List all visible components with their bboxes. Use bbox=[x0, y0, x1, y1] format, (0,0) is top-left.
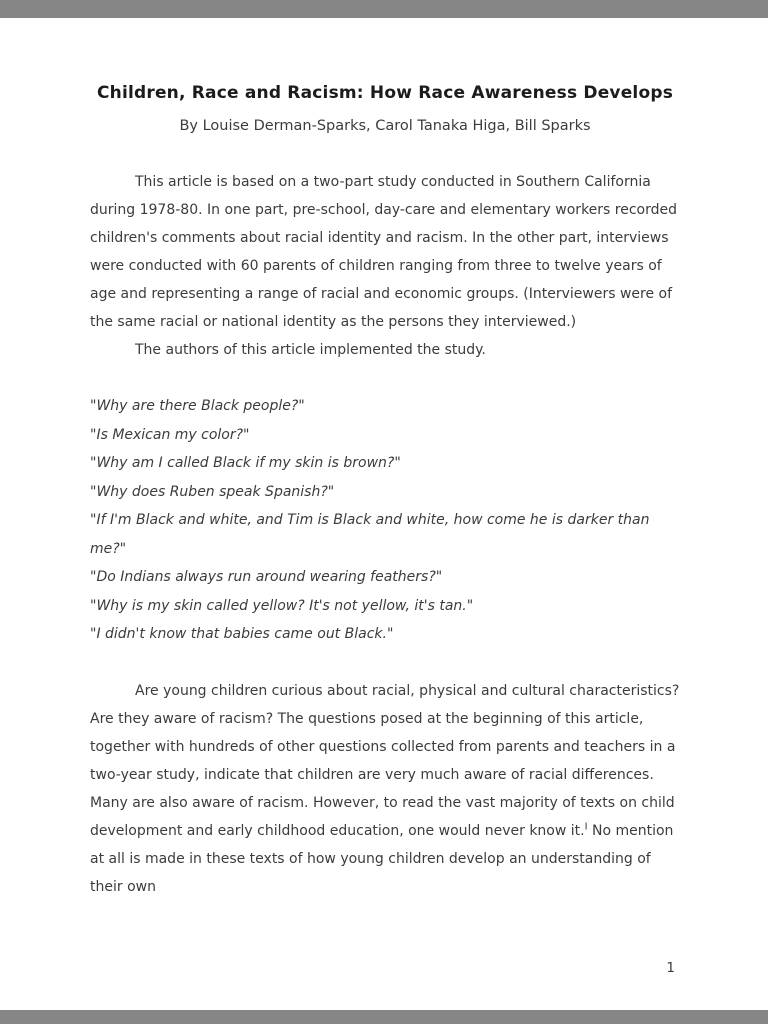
quote-line: "If I'm Black and white, and Tim is Black and white, how come he is darker than me?" bbox=[90, 512, 650, 557]
page-number: 1 bbox=[666, 960, 675, 976]
paragraph-discussion bbox=[90, 677, 680, 901]
quote-line: "Why does Ruben speak Spanish?" bbox=[90, 483, 335, 500]
quote-line: "Why are there Black people?" bbox=[90, 398, 305, 414]
paragraph-authors: The authors of this article implemented the study. bbox=[135, 342, 486, 358]
paragraph-study-intro: This article is based on a two-part study conducted in Southern California during 1978-80. In one part, pre-school, day-care and elementary workers recorded children's comments about racial identity and racism. In the other part, interviews were conducted with 60 parents of children ranging from three to twelve years of age and representing a range of racial and economic groups. (Interviewers were of the same racial or national identity as the persons they interviewed.) bbox=[90, 174, 678, 330]
article-byline: By Louise Derman-Sparks, Carol Tanaka Higa, Bill Sparks bbox=[179, 118, 591, 134]
viewer-top-bar bbox=[0, 0, 768, 18]
discussion-text-before-footnote: Are young children curious about racial, physical and cultural characteristics? Are they aware of racism? The questions posed at the beginning of this article, together with hundreds of other questions collected from parents and teachers in a two-year study, indicate that children are very much aware of racial differences. Many are also aware of racism. However, to read the vast majority of texts on child development and early childhood education, one would never know it. bbox=[90, 682, 680, 839]
quote-line: "Do Indians always run around wearing feathers?" bbox=[90, 569, 443, 585]
document-page bbox=[0, 18, 768, 1010]
children-quotes-block bbox=[90, 392, 680, 649]
footnote-marker: I bbox=[584, 820, 588, 832]
article-title: Children, Race and Racism: How Race Awareness Develops bbox=[96, 83, 674, 103]
quote-line: "I didn't know that babies came out Black." bbox=[90, 626, 394, 642]
quote-line: "Is Mexican my color?" bbox=[90, 426, 250, 443]
quote-line: "Why is my skin called yellow? It's not yellow, it's tan." bbox=[90, 597, 474, 614]
viewer-bottom-bar bbox=[0, 1010, 768, 1024]
quote-line: "Why am I called Black if my skin is brown?" bbox=[90, 455, 401, 471]
discussion-text-after-footnote: No mention at all is made in these texts of how young children develop an understanding of their own bbox=[90, 822, 674, 895]
